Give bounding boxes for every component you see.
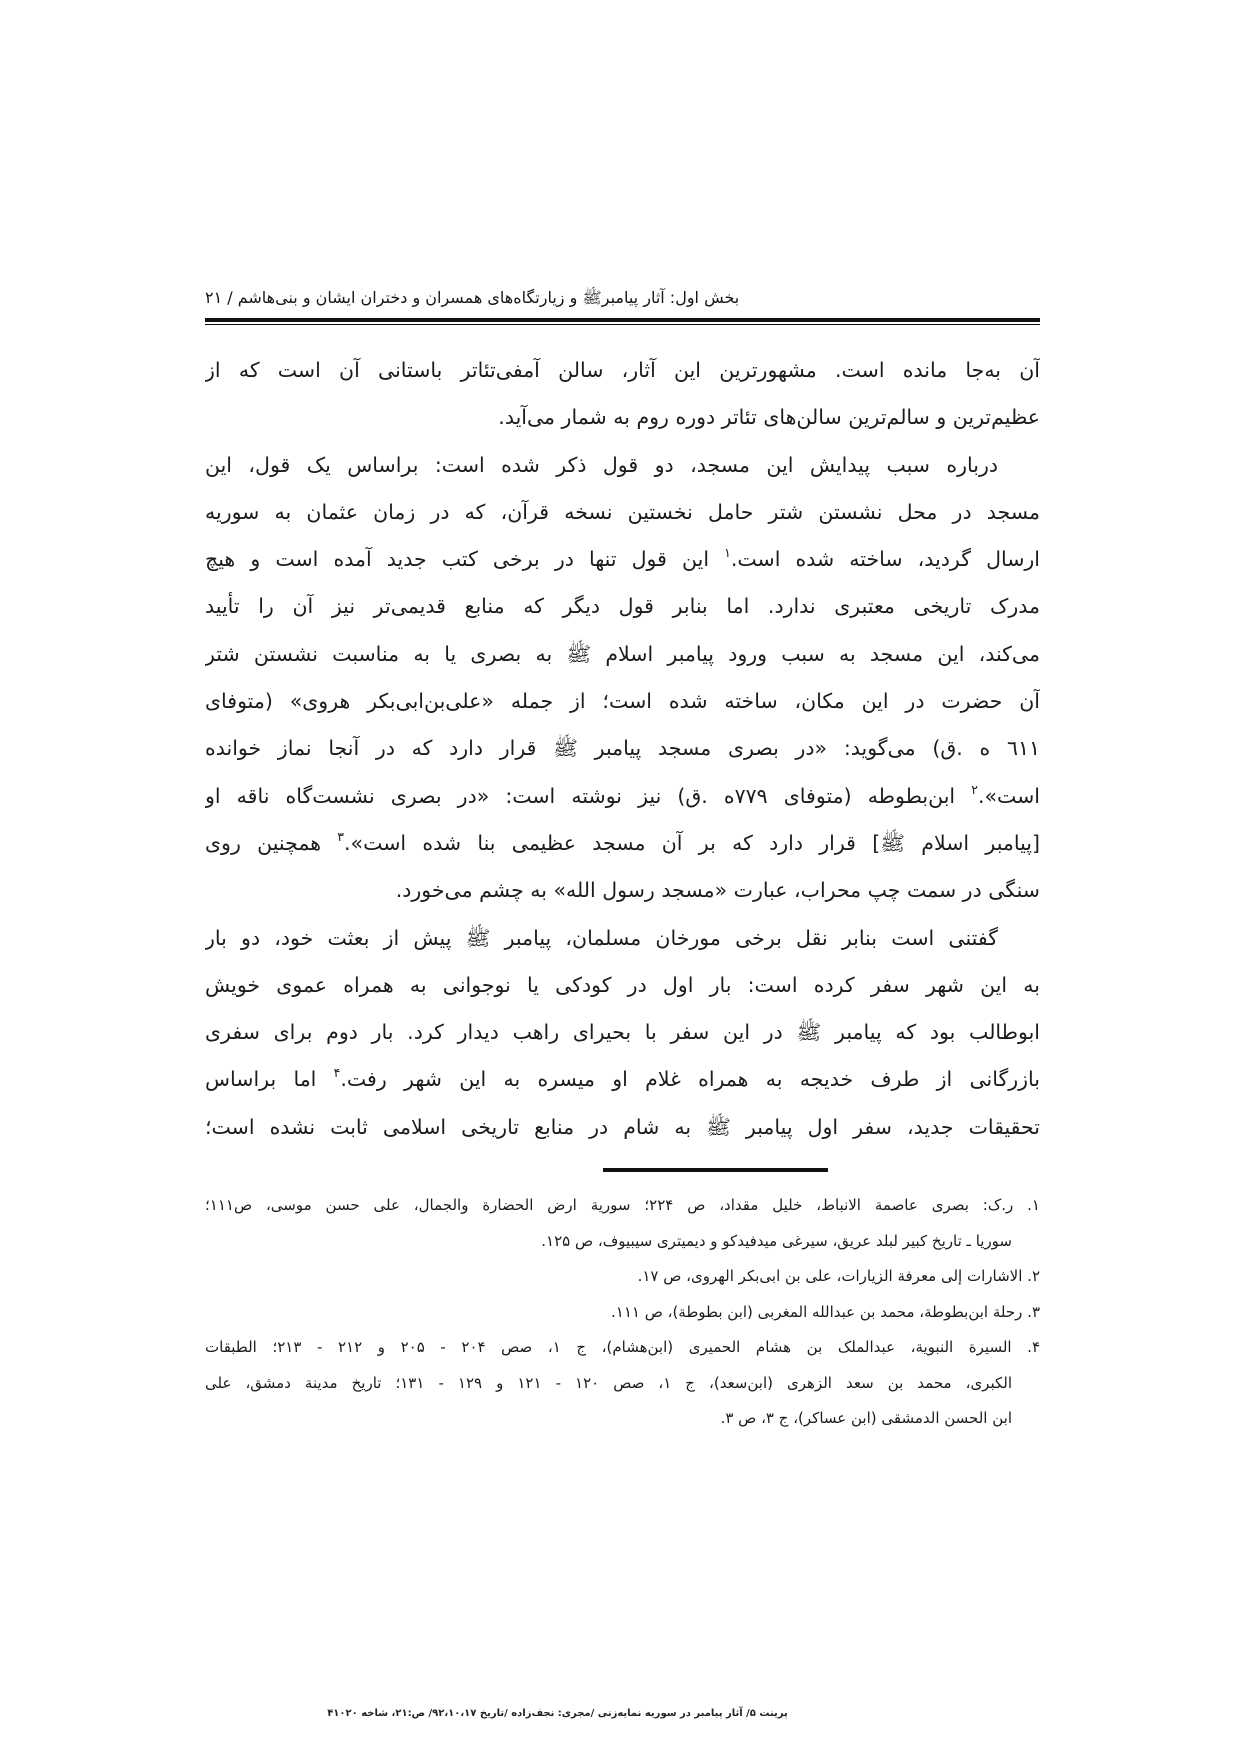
body-text: این قول تنها در برخی کتب جدید آمده است و هیچ xyxy=(205,547,725,572)
body-text: ابوطالب بود که پیامبر ﷺ در این سفر با بحیرای راهب دیدار کرد. بار دوم برای سفری xyxy=(205,1020,1040,1045)
body-text: اما براساس xyxy=(205,1067,334,1092)
body-text: آن حضرت در این مکان، ساخته شده است؛ از جمله «علی‌بن‌ابی‌بکر هروی» (متوفای xyxy=(205,689,1040,714)
footnote-line: ۲. الاشارات إلی معرفة الزیارات، علی بن ابی‌بکر الهروی، ص ۱۷. xyxy=(637,1267,1040,1285)
body-line xyxy=(205,678,1040,725)
body-text: مدرک تاریخی معتبری ندارد. اما بنابر قول دیگر که منابع قدیمی‌تر نیز آن را تأیید xyxy=(205,594,1040,619)
footnote-line: سوریا ـ تاریخ کبیر لبلد عریق، سیرغی میدفیدکو و دیمیتری سیبیوف، ص ۱۲۵. xyxy=(541,1231,1012,1250)
body-line xyxy=(205,773,1040,820)
page-footer xyxy=(140,1706,975,1722)
footnote-line: ۱. ر.ک: بصری عاصمة الانباط، خلیل مقداد، ص ۲۲۴؛ سوریة ارض الحضارة والجمال، علی حسن موسی، ص۱۱۱؛ xyxy=(205,1196,1040,1214)
body-line xyxy=(205,583,1040,630)
footnote-line: ۳. رحلة ابن‌بطوطة، محمد بن عبدالله المغربی (ابن بطوطة)، ص ۱۱۱. xyxy=(610,1302,1040,1321)
body-text: آن به‌جا مانده است. مشهورترین این آثار، سالن آمفی‌تئاتر باستانی آن است که از xyxy=(205,358,1040,382)
body-line xyxy=(205,1104,1040,1151)
body-line xyxy=(205,631,1040,678)
footnote-separator xyxy=(603,1168,828,1172)
body-text: مسجد در محل نشستن شتر حامل نخستین نسخه قرآن، که در زمان عثمان به سوریه xyxy=(205,499,1040,524)
footer-text: پرینت ۵/ آثار پیامبر در سوریه نمایه‌زنی /مجری: نجف‌زاده /تاریخ ۹۲،۱۰،۱۷/ ص:۲۱، شاخه ۴۱۰۲۰ xyxy=(327,1708,788,1719)
body-text: عظیم‌ترین و سالم‌ترین سالن‌های تئاتر دوره روم به شمار می‌آید. xyxy=(498,405,1040,430)
footnote-ref: ۳ xyxy=(337,828,345,844)
body-line xyxy=(205,820,1040,867)
body-text: همچنین روی xyxy=(205,830,338,855)
footnotes xyxy=(205,1188,1040,1437)
body-line xyxy=(205,962,1040,1009)
body-text: درباره سبب پیدایش این مسجد، دو قول ذکر شده است: براساس یک قول، این xyxy=(205,452,998,477)
footnote-ref: ۴ xyxy=(333,1065,341,1081)
body-line xyxy=(205,915,1040,962)
footnote-ref: ۲ xyxy=(971,781,978,797)
footnote-ref: ۱ xyxy=(724,545,731,561)
body-text: [پیامبر اسلام ﷺ] قرار دارد که بر آن مسجد عظیمی بنا شده است». xyxy=(344,830,1040,855)
document-body xyxy=(205,347,1040,1151)
footnote-line: ۴. السیرة النبویة، عبدالملک بن هشام الحمیری (ابن‌هشام)، ج ۱، صص ۲۰۴ - ۲۰۵ و ۲۱۲ - ۲۱۳؛ الطبقات xyxy=(205,1338,1040,1356)
body-text: سنگی در سمت چپ محراب، عبارت «مسجد رسول الله» به چشم می‌خورد. xyxy=(395,878,1040,903)
body-text: بازرگانی از طرف خدیجه به همراه غلام او میسره به این شهر رفت. xyxy=(340,1067,1040,1092)
body-text: است». xyxy=(977,783,1040,808)
body-line xyxy=(205,1056,1040,1103)
body-line xyxy=(205,489,1040,536)
body-line xyxy=(205,536,1040,583)
header-title: بخش اول: آثار پیامبرﷺ و زیارتگاه‌های همسران و دختران ایشان و بنی‌هاشم / ۲۱ xyxy=(205,288,740,307)
page-header xyxy=(205,284,1040,312)
body-text: ابن‌بطوطه (متوفای ۷۷۹ه .ق) نیز نوشته است: «در بصری نشست‌گاه ناقه او xyxy=(205,783,972,808)
body-text: گفتنی است بنابر نقل برخی مورخان مسلمان، پیامبر ﷺ پیش از بعثت خود، دو بار xyxy=(205,925,998,950)
body-text: تحقیقات جدید، سفر اول پیامبر ﷺ به شام در منابع تاریخی اسلامی ثابت نشده است؛ xyxy=(205,1114,1040,1139)
body-text: به این شهر سفر کرده است: بار اول در کودکی یا نوجوانی به همراه عموی خویش xyxy=(205,972,1040,997)
body-text: ٦١١ ه .ق) می‌گوید: «در بصری مسجد پیامبر ﷺ قرار دارد که در آنجا نماز خوانده xyxy=(205,736,1040,761)
body-line xyxy=(205,1009,1040,1056)
body-line xyxy=(205,442,1040,489)
body-text: می‌کند، این مسجد به سبب ورود پیامبر اسلام ﷺ به بصری یا به مناسبت نشستن شتر xyxy=(205,641,1040,666)
body-line xyxy=(205,347,1040,394)
body-text: ارسال گردید، ساخته شده است. xyxy=(730,547,1040,572)
footnote-line: ابن الحسن الدمشقی (ابن عساکر)، ج ۳، ص ۳. xyxy=(720,1409,1012,1427)
body-line xyxy=(205,394,1040,441)
body-line xyxy=(205,725,1040,772)
body-line xyxy=(205,867,1040,914)
footnote-line: الکبری، محمد بن سعد الزهری (ابن‌سعد)، ج ۱، صص ۱۲۰ - ۱۲۱ و ۱۲۹ - ۱۳۱؛ تاریخ مدینة دمشق، علی xyxy=(205,1373,1013,1392)
header-rule xyxy=(205,318,1040,325)
